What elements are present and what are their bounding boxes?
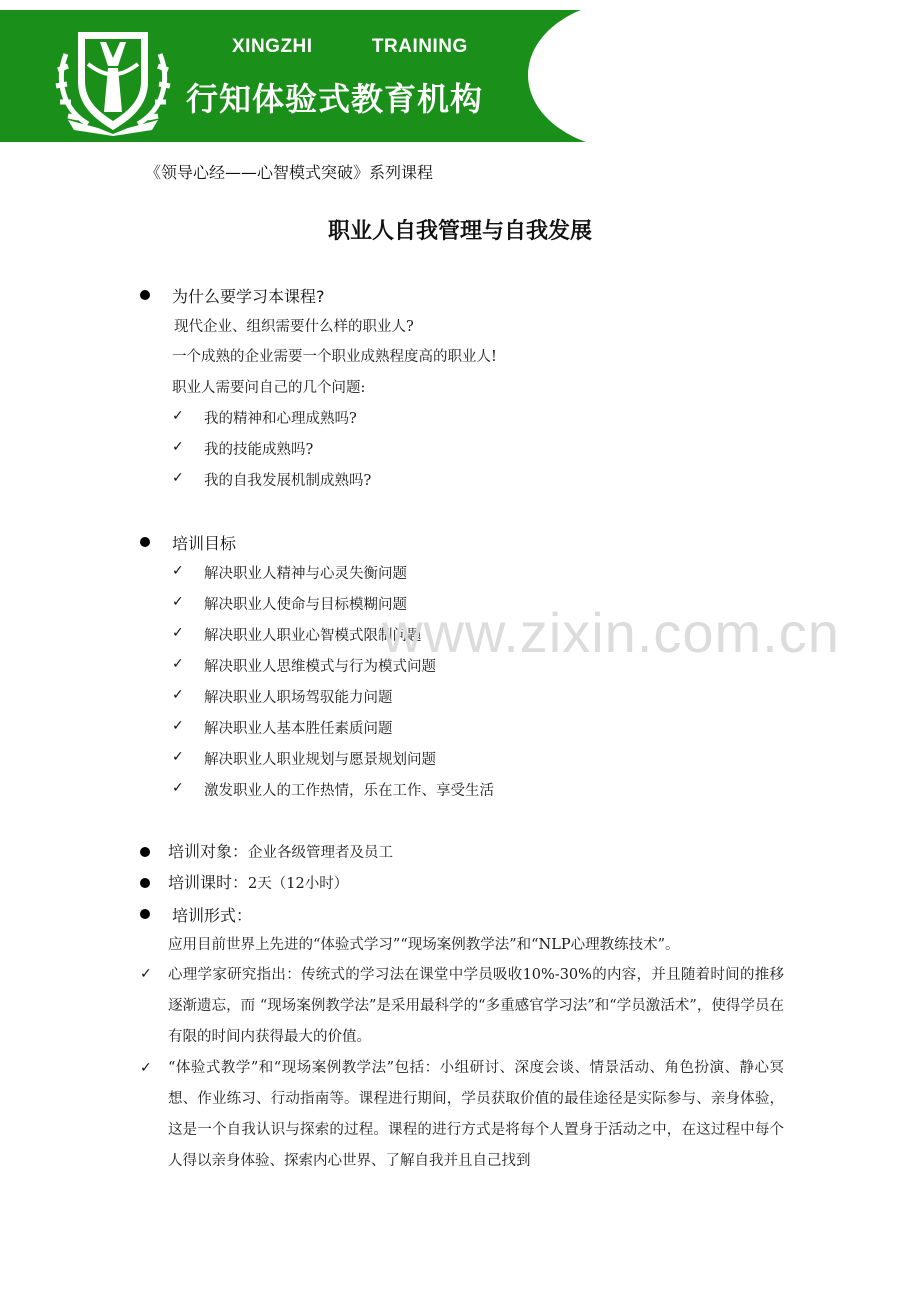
section-goals-heading: 培训目标 (172, 534, 237, 553)
goal-check-item: 解决职业人基本胜任素质问题 (204, 721, 393, 737)
brand-english-name: XINGZHI TRAINING (232, 36, 468, 57)
duration-label: 培训课时： (168, 873, 249, 892)
banner-curve-cutout (528, 0, 738, 150)
format-intro: 应用目前世界上先进的“体验式学习”“现场案例教学法”和“NLP心理教练技术”。 (168, 937, 680, 953)
format-paragraph: “体验式教学”和“现场案例教学法”包括：小组研讨、深度会谈、情景活动、角色扮演、静心冥想、作业练习、行动指南等。课程进行期间，学员获取价值的最佳途径是实际参与、亲身体验，这是一个自我认识与探索的过程。课程的进行方式是将每个人置身于活动之中，在这过程中每个人得以亲身体验、探索内心世界、了解自我并且自己找到 (168, 1060, 784, 1169)
why-line: 现代企业、组织需要什么样的职业人? (174, 319, 414, 335)
goal-check-item: 解决职业人职业心智模式限制问题 (204, 628, 422, 644)
document-title: 职业人自我管理与自我发展 (327, 219, 592, 244)
checkmark-icon: ✓ (172, 470, 184, 486)
duration-row (168, 873, 348, 894)
why-check-item: 我的精神和心理成熟吗? (204, 411, 357, 427)
bullet-icon (140, 909, 150, 919)
checkmark-icon: ✓ (172, 408, 184, 424)
checkmark-icon: ✓ (172, 656, 184, 672)
why-line: 职业人需要问自己的几个问题: (172, 380, 366, 396)
checkmark-icon: ✓ (172, 780, 184, 796)
goal-check-item: 解决职业人精神与心灵失衡问题 (204, 566, 407, 582)
format-paragraph: 心理学家研究指出：传统式的学习法在课堂中学员吸收10%-30%的内容，并且随着时间的推移逐渐遗忘，而 “现场案例教学法”是采用最科学的“多重感官学习法”和“学员激活术”，使得学员在有限的时间内获得最大的价值。 (168, 967, 784, 1045)
why-check-item: 我的自我发展机制成熟吗? (204, 473, 372, 489)
audience-value: 企业各级管理者及员工 (248, 845, 394, 861)
audience-label: 培训对象： (168, 842, 249, 861)
shield-laurel-logo-icon (48, 24, 178, 136)
bullet-icon (140, 878, 150, 888)
goal-check-item: 解决职业人职业规划与愿景规划问题 (204, 752, 436, 768)
checkmark-icon: ✓ (172, 439, 184, 455)
bullet-icon (140, 290, 150, 300)
why-line: 一个成熟的企业需要一个职业成熟程度高的职业人! (172, 349, 497, 365)
checkmark-icon: ✓ (172, 625, 184, 641)
checkmark-icon: ✓ (172, 594, 184, 610)
checkmark-icon: ✓ (172, 749, 184, 765)
goal-check-item: 解决职业人使命与目标模糊问题 (204, 597, 407, 613)
series-course-line: 《领导心经——心智模式突破》系列课程 (145, 163, 434, 182)
why-check-item: 我的技能成熟吗? (204, 442, 314, 458)
format-label: 培训形式： (172, 906, 253, 925)
bullet-icon (140, 847, 150, 857)
checkmark-icon: ✓ (140, 966, 152, 982)
audience-row (168, 842, 393, 863)
goal-check-item: 激发职业人的工作热情，乐在工作、享受生活 (204, 783, 494, 799)
goal-check-item: 解决职业人职场驾驭能力问题 (204, 690, 393, 706)
duration-value: 2天（12小时） (248, 876, 349, 892)
checkmark-icon: ✓ (172, 718, 184, 734)
checkmark-icon: ✓ (140, 1060, 152, 1076)
checkmark-icon: ✓ (172, 687, 184, 703)
checkmark-icon: ✓ (172, 563, 184, 579)
section-why-heading: 为什么要学习本课程? (172, 287, 325, 306)
goal-check-item: 解决职业人思维模式与行为模式问题 (204, 659, 436, 675)
bullet-icon (140, 537, 150, 547)
watermark: www.zixin.com.cn (382, 601, 840, 664)
brand-chinese-name: 行知体验式教育机构 (186, 80, 484, 118)
